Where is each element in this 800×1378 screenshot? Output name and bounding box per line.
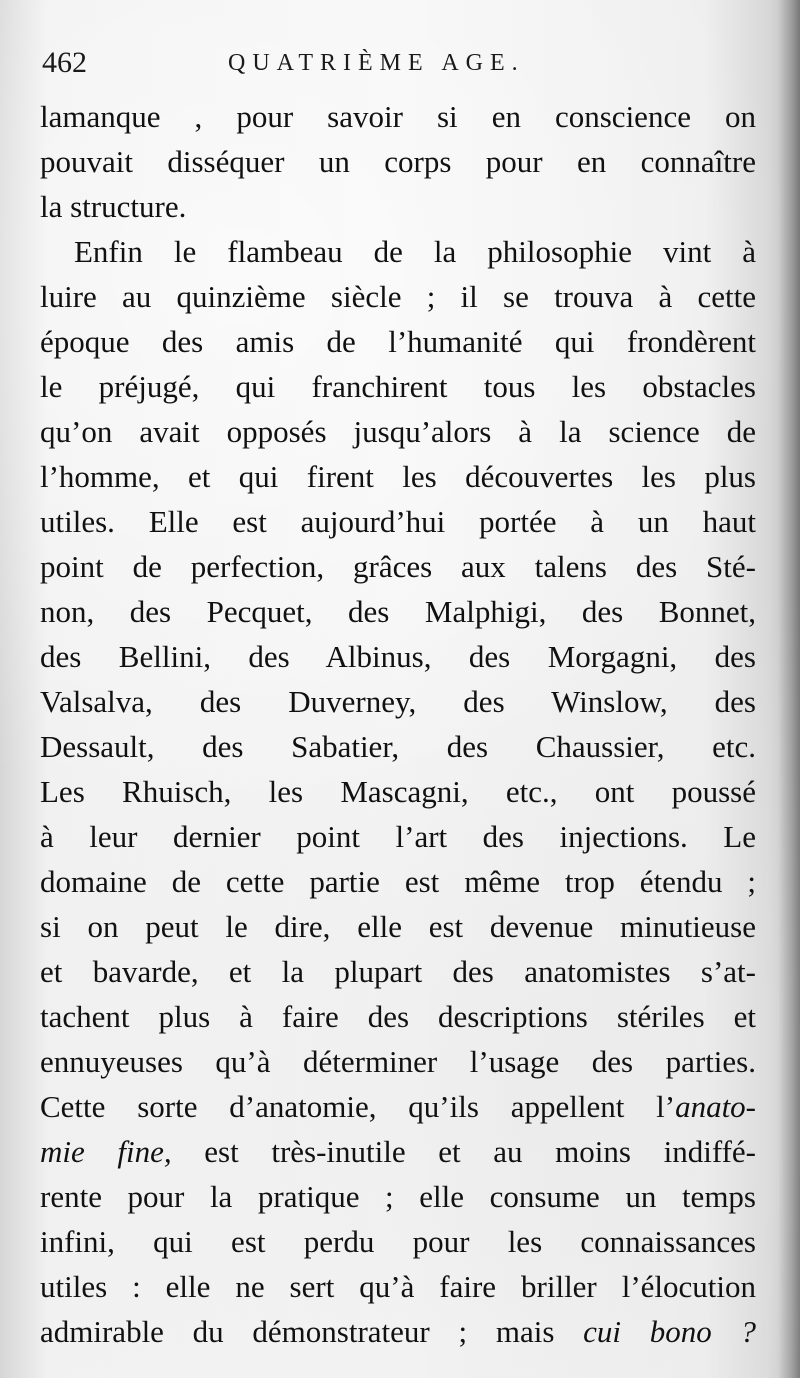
text-line: infini, qui est perdu pour les connaissances bbox=[40, 1224, 756, 1259]
text-line bbox=[40, 1309, 756, 1354]
text-line: non, des Pecquet, des Malphigi, des Bonnet, bbox=[40, 594, 756, 629]
italic-term: mie fine, bbox=[40, 1134, 172, 1169]
page-number: 462 bbox=[42, 46, 87, 79]
text-line: Enfin le flambeau de la philosophie vint à bbox=[74, 234, 756, 269]
page-header bbox=[42, 44, 758, 84]
text-line: pouvait disséquer un corps pour en connaître bbox=[40, 144, 756, 179]
text-segment: Cette sorte d’anatomie, qu’ils appellent l’ bbox=[40, 1089, 676, 1124]
text-line: à leur dernier point l’art des injections. Le bbox=[40, 819, 756, 854]
text-line: point de perfection, grâces aux talens des Sté- bbox=[40, 549, 756, 584]
page-edge-shadow bbox=[778, 0, 800, 1378]
text-line: luire au quinzième siècle ; il se trouva à cette bbox=[40, 279, 756, 314]
text-line: si on peut le dire, elle est devenue minutieuse bbox=[40, 909, 756, 944]
text-line: utiles : elle ne sert qu’à faire briller l’élocution bbox=[40, 1269, 756, 1304]
text-line: rente pour la pratique ; elle consume un temps bbox=[40, 1179, 756, 1214]
text-line bbox=[40, 1084, 756, 1129]
text-line: qu’on avait opposés jusqu’alors à la science de bbox=[40, 414, 756, 449]
text-line: époque des amis de l’humanité qui frondèrent bbox=[40, 324, 756, 359]
text-line: Valsalva, des Duverney, des Winslow, des bbox=[40, 684, 756, 719]
text-line bbox=[40, 1129, 756, 1174]
text-line: ennuyeuses qu’à déterminer l’usage des parties. bbox=[40, 1044, 756, 1079]
body-text bbox=[40, 94, 756, 1354]
text-line: domaine de cette partie est même trop étendu ; bbox=[40, 864, 756, 899]
text-line: tachent plus à faire des descriptions stériles et bbox=[40, 999, 756, 1034]
text-line: l’homme, et qui firent les découvertes les plus bbox=[40, 459, 756, 494]
text-line: et bavarde, et la plupart des anatomistes s’at- bbox=[40, 954, 756, 989]
text-segment: admirable du démonstrateur ; mais bbox=[40, 1314, 584, 1349]
text-line: Les Rhuisch, les Mascagni, etc., ont poussé bbox=[40, 774, 756, 809]
text-line: des Bellini, des Albinus, des Morgagni, des bbox=[40, 639, 756, 674]
running-head: QUATRIÈME AGE. bbox=[228, 50, 525, 76]
text-line: la structure. bbox=[40, 189, 187, 224]
text-segment: est très-inutile et au moins indiffé- bbox=[171, 1134, 756, 1169]
text-line: utiles. Elle est aujourd’hui portée à un haut bbox=[40, 504, 756, 539]
italic-term: anato- bbox=[675, 1089, 756, 1124]
italic-phrase: cui bono ? bbox=[583, 1314, 756, 1349]
text-line: lamanque , pour savoir si en conscience on bbox=[40, 99, 756, 134]
text-line: le préjugé, qui franchirent tous les obstacles bbox=[40, 369, 756, 404]
text-line: Dessault, des Sabatier, des Chaussier, etc. bbox=[40, 729, 756, 764]
